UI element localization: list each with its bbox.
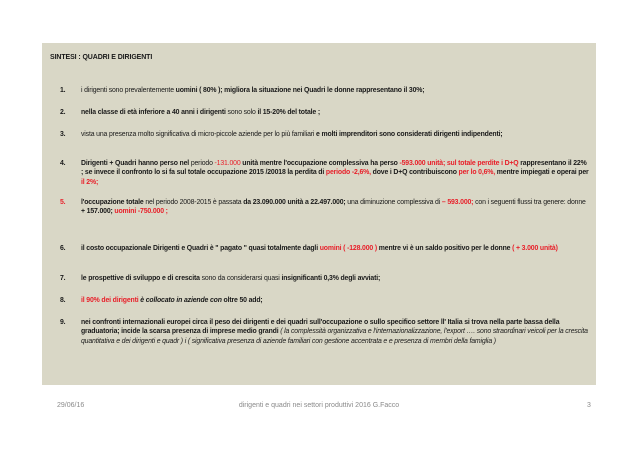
text-segment: l'occupazione totale [81,199,144,206]
item-text [81,86,590,95]
text-segment: insignificanti 0,3% degli avviati; [281,275,381,282]
text-segment: il 90% dei dirigenti [81,297,141,304]
text-segment: uomini ( 80% ); migliora la situazione nei Quadri le donne rappresentano il 30%; [175,87,425,94]
text-segment: incide la scarsa presenza di imprese medio grandi [119,328,281,336]
text-segment: il costo occupazionale Dirigenti e Quadri è " pagato " quasi totalmente dagli [81,245,320,252]
text-segment: oltre 50 add; [221,297,263,304]
text-segment: il 2%; [81,178,99,186]
item-text [81,108,590,117]
text-segment: uomini -750.000 ; [112,208,168,216]
text-segment: periodo -2,6%, [325,169,371,177]
text-segment: -593.000 unità; sul totale perdite i D+Q [399,160,519,167]
text-segment: mentre impiegati e operai per [495,169,589,177]
text-segment: sono da considerarsi quasi [201,275,282,282]
item-number: 8. [60,297,66,304]
slide-title: SINTESI : QUADRI E DIRIGENTI [50,54,153,61]
text-segment: con i seguenti flussi tra genere: donne [473,199,586,206]
item-text [81,274,590,283]
text-segment: è collocato in aziende con [140,297,222,304]
item-text [81,318,590,346]
item-text [81,159,590,187]
text-segment: le prospettive di sviluppo e di crescita [81,275,202,282]
item-text [81,130,590,139]
item-text [81,244,590,253]
footer-date: 29/06/16 [57,402,85,409]
text-segment: ( la complessità organizzativa e l'internazionalizzazione, l'export …. sono straordinari veicoli per la crescita quantitativa e dei dirigenti e quadr ) i ( significativa presenza di aziende familiari con gestione accentrata e e presenza di membri della famiglia ) [81,328,588,345]
text-segment: -131.000 [214,160,241,167]
text-segment: i dirigenti sono prevalentemente [81,87,176,94]
item-number: 3. [60,131,66,138]
item-number: 7. [60,275,66,282]
text-segment: nella classe di età inferiore a 40 anni i dirigenti [81,109,228,116]
text-segment: uomini ( -128.000 ) [319,245,378,252]
item-number: 6. [60,245,66,252]
text-segment: il 15-20% del totale ; [257,109,321,116]
text-segment: e molti imprenditori sono considerati dirigenti indipendenti; [316,131,503,138]
text-segment: una diminuzione complessiva di [345,199,442,206]
text-segment: – 593.000; [441,199,474,206]
text-segment: + 157.000; [81,208,113,216]
item-number: 5. [60,199,66,206]
item-number: 4. [60,160,66,167]
item-number: 1. [60,87,66,94]
item-text [81,296,590,305]
text-segment: per lo 0,6%, [458,169,496,177]
text-segment: dove i D+Q contribuiscono [370,169,459,177]
item-number: 9. [60,319,66,326]
text-segment: mentre vi è un saldo positivo per le donne [377,245,513,252]
text-segment: unità mentre l'occupazione complessiva ha perso [240,160,400,167]
text-segment: Dirigenti + Quadri hanno perso nel [81,160,191,167]
text-segment: da 23.090.000 unità a 22.497.000; [243,199,346,206]
text-segment: rappresentano il 22% ; se invece il confronto lo si fa sul totale occupazione 2015 /20018 la perdita di [81,160,587,177]
footer-caption: dirigenti e quadri nei settori produttivi 2016 G.Facco [238,402,400,409]
item-number: 2. [60,109,66,116]
item-text [81,198,590,217]
text-segment: nel periodo 2008-2015 è passata [143,199,244,206]
text-segment: ( + 3.000 unità) [512,245,558,252]
text-segment: nei confronti internazionali europei circa il peso dei dirigenti e dei quadri sull'occupazione o sullo specifico settore ll' Italia si trova nella parte bassa della graduatoria; [81,319,560,336]
text-segment: periodo [190,160,215,167]
page-number: 3 [587,402,591,409]
text-segment: sono solo [227,109,258,116]
text-segment: vista una presenza molto significativa di micro-piccole aziende per lo più familiari [81,131,317,138]
